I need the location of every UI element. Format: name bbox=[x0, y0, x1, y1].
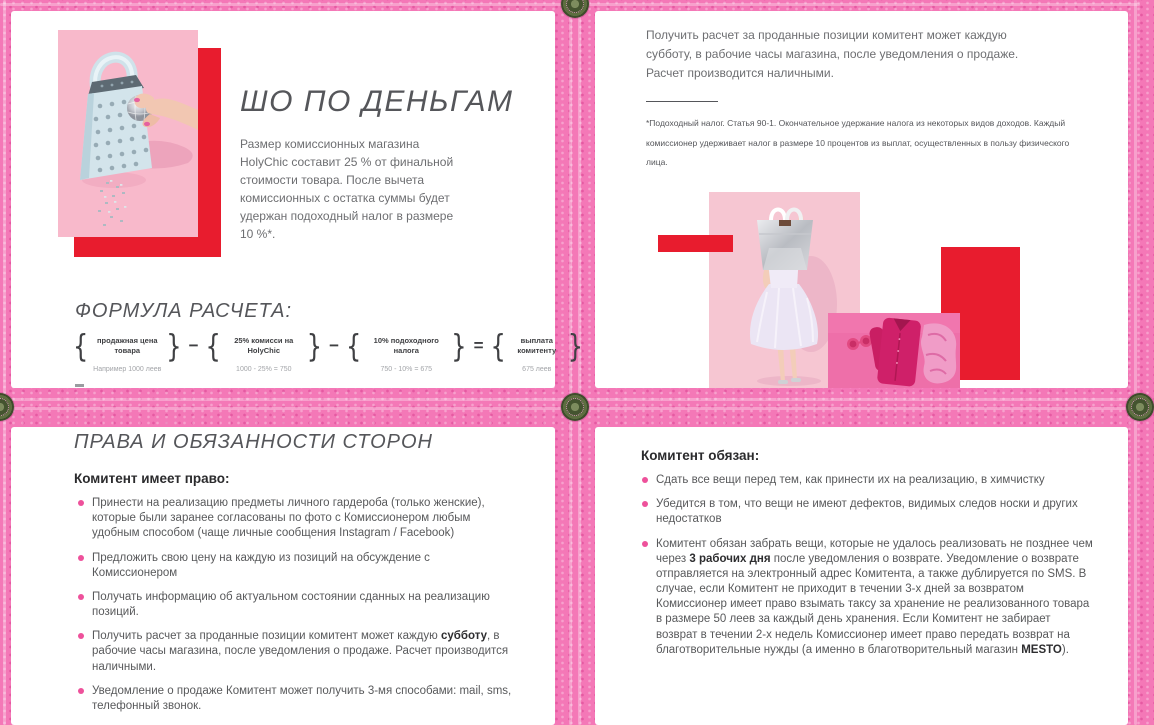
formula-term bbox=[490, 327, 584, 373]
list-item bbox=[78, 629, 516, 675]
grater-disco-ball-photo bbox=[58, 30, 198, 237]
pink-clothes-flatlay-photo bbox=[828, 313, 960, 388]
border-highlight bbox=[3, 0, 6, 725]
formula-term bbox=[205, 327, 323, 373]
formula-row bbox=[73, 327, 584, 373]
formula-term bbox=[73, 327, 182, 373]
list-item-text: Предложить свою цену на каждую из позиций на обсуждение с Комиссионером bbox=[92, 551, 430, 579]
list-item bbox=[78, 590, 516, 620]
brace-close-icon: } bbox=[306, 327, 323, 365]
brace-open-icon: { bbox=[346, 327, 362, 365]
slide-money bbox=[11, 11, 584, 388]
formula-term-note: 675 леев bbox=[522, 366, 552, 373]
list-item-text: Сдать все вещи перед тем, как принести их на реализацию, в химчистку bbox=[656, 474, 1045, 486]
brace-close-icon: } bbox=[451, 327, 467, 365]
list-item-text: Получить расчет за проданные позиции комитент может каждую субботу, в рабочие часы магазина, после уведомления о продаже. Расчет производится наличными. bbox=[92, 630, 509, 673]
duties-bullet-list bbox=[642, 473, 1094, 667]
formula-heading: ФОРМУЛА РАСЧЕТА: bbox=[75, 300, 292, 322]
brace-close-icon: } bbox=[567, 327, 584, 365]
formula-operator: − bbox=[188, 336, 199, 355]
formula-term-note: 750 - 10% = 675 bbox=[380, 366, 433, 373]
tax-footnote: *Подоходный налог. Статья 90-1. Окончательное удержание налога из некоторых видов доходов. Каждый комиссионер удерживает налог в размере 10 процентов из выплат, осуществленных в пользу физического лица. bbox=[646, 118, 1070, 168]
formula-term-label: продажная цена товара bbox=[97, 336, 158, 355]
slide-rights bbox=[11, 427, 555, 725]
formula-operator: = bbox=[473, 336, 484, 355]
brace-close-icon: } bbox=[166, 327, 182, 365]
list-item bbox=[78, 684, 516, 714]
list-item bbox=[642, 497, 1094, 527]
ornament-medallion-icon bbox=[1126, 393, 1154, 421]
slide-title: ШО ПО ДЕНЬГАМ bbox=[240, 85, 514, 118]
border-highlight bbox=[1134, 0, 1137, 725]
list-item bbox=[642, 473, 1094, 488]
list-item-text: Принести на реализацию предметы личного гардероба (только женские), которые были заранее согласованы по фото с Комиссионером любым удобным способом (чаще личные сообщения Instagram / Facebook) bbox=[92, 497, 485, 540]
bullet-icon bbox=[78, 594, 84, 600]
bullet-icon bbox=[642, 541, 648, 547]
rights-title: ПРАВА И ОБЯЗАННОСТИ СТОРОН bbox=[74, 431, 433, 453]
rights-bullet-list bbox=[78, 496, 516, 723]
formula-term-note: Например 1000 леев bbox=[93, 366, 162, 373]
bullet-icon bbox=[78, 555, 84, 561]
brace-open-icon: { bbox=[490, 327, 506, 365]
ornament-medallion-icon bbox=[561, 393, 589, 421]
bullet-icon bbox=[642, 501, 648, 507]
formula-term-label: 25% комисси на HolyChic bbox=[234, 336, 294, 355]
cropped-text-artifact bbox=[75, 384, 84, 387]
slide-payment bbox=[595, 11, 1128, 388]
formula-term-label: выплата комитенту bbox=[517, 336, 557, 355]
duties-subheading: Комитент обязан: bbox=[641, 448, 760, 463]
commission-paragraph: Размер комиссионных магазина HolyChic составит 25 % от финальной стоимости товара. После вычета комиссионных с остатка суммы будет удержан подоходный налог в размере 10 %*. bbox=[240, 137, 454, 241]
list-item-text: Комитент обязан забрать вещи, которые не удалось реализовать не позднее чем через 3 рабочих дня после уведомления о возврате. Уведомление о возврате отправляется на электронный адрес Комитента, а также дублируется по SMS. В случае, если Комитент не приходит в течении 3-х дней за возвратом Комиссионер имеет право взымать таксу за хранение не реализованного товара в размере 50 леев за каждый день хранения. Если Комитент не забирает возврат в течении 2-х недель Комиссионер имеет право передать возврат на благотворительные нужды (а именно в благотворительный магазин MESTO). bbox=[656, 537, 1093, 656]
list-item-text: Уведомление о продаже Комитент может получить 3-мя способами: mail, sms, телефонный звонок. bbox=[92, 684, 512, 712]
footnote-divider bbox=[646, 101, 718, 102]
ornament-medallion-icon bbox=[561, 0, 589, 18]
list-item-text: Убедится в том, что вещи не имеют дефектов, видимых следов носки и других недостатков bbox=[656, 498, 1078, 526]
bullet-icon bbox=[78, 500, 84, 506]
bullet-icon bbox=[642, 477, 648, 483]
list-item bbox=[78, 496, 516, 542]
payment-paragraph: Получить расчет за проданные позиции комитент может каждую субботу, в рабочие часы магазина, после уведомления о продаже. Расчет производится наличными. bbox=[646, 28, 1019, 81]
bullet-icon bbox=[78, 633, 84, 639]
list-item-text: Получать информацию об актуальном состоянии сданных на реализацию позиций. bbox=[92, 590, 490, 619]
brace-open-icon: { bbox=[205, 327, 221, 365]
list-item bbox=[78, 551, 516, 581]
brace-open-icon: { bbox=[73, 327, 89, 365]
rights-subheading: Комитент имеет право: bbox=[74, 471, 230, 486]
red-rectangle-decoration bbox=[658, 235, 733, 252]
formula-term-label: 10% подоходного налога bbox=[373, 336, 439, 355]
formula-term bbox=[346, 327, 467, 373]
bullet-icon bbox=[78, 688, 84, 694]
slide-duties bbox=[595, 427, 1128, 725]
formula-operator: − bbox=[329, 336, 339, 355]
formula-term-note: 1000 - 25% = 750 bbox=[236, 366, 292, 373]
list-item bbox=[642, 537, 1094, 658]
